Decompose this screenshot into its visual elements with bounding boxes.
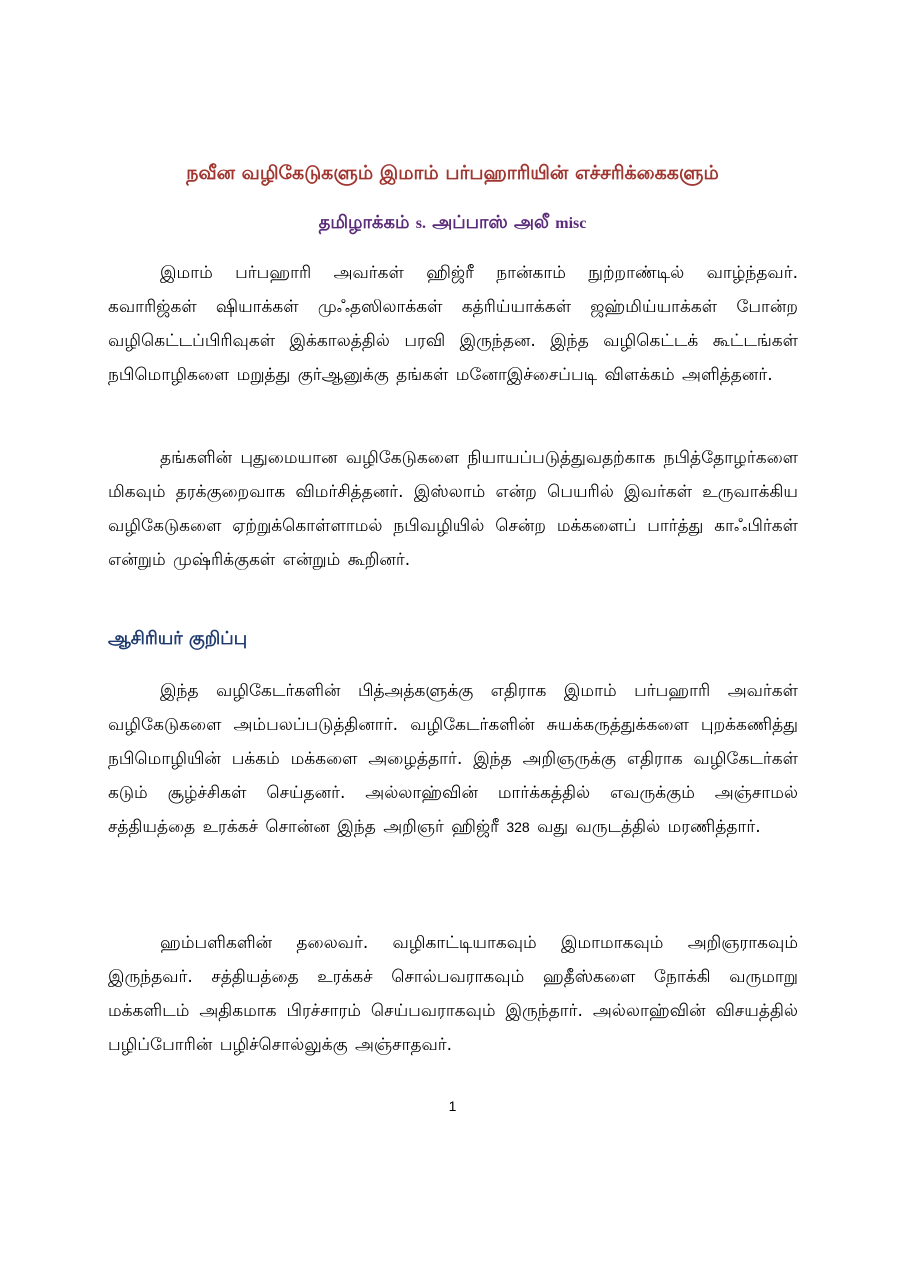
page-number: 1 (448, 1098, 457, 1114)
byline-suffix: misc (555, 215, 587, 232)
byline-name: அப்பாஸ் அலீ (432, 212, 549, 233)
section-paragraph-1-text-b: வது வருடத்தில் மரணித்தார். (537, 817, 761, 837)
document-byline (0, 212, 905, 235)
body-paragraph-2: தங்களின் புதுமையான வழிகேடுகளை நியாயப்படுத்துவதற்காக நபித்தோழர்களை மிகவும் தரக்குறைவாக விமர்சித்தனர். இஸ்லாம் என்ற பெயரில் இவர்கள் உருவாக்கிய வழிகேடுகளை ஏற்றுக்கொள்ளாமல் நபிவழியில் சென்ற மக்களைப் பார்த்து காஃபிர்கள் என்றும் முஷ்ரிக்குகள் என்றும் கூறினர். (108, 448, 798, 570)
section-paragraph-1-text-a: இந்த வழிகேடர்களின் பித்அத்களுக்கு எதிராக இமாம் பர்பஹாரி அவர்கள் வழிகேடுகளை அம்பலப்படுத்தினார். வழிகேடர்களின் சுயக்கருத்துக்களை புறக்கணித்து நபிமொழியின் பக்கம் மக்களை அழைத்தார். இந்த அறிஞருக்கு எதிராக வழிகேடர்கள் கடும் சூழ்ச்சிகள் செய்தனர். அல்லாஹ்வின் மார்க்கத்தில் எவருக்கும் அஞ்சாமல் சத்தியத்தை உரக்கச் சொன்ன இந்த அறிஞர் ஹிஜ்ரீ (108, 681, 798, 837)
byline-prefix: தமிழாக்கம் (318, 212, 410, 233)
byline-initial: s. (415, 215, 426, 232)
body-paragraph-1: இமாம் பர்பஹாரி அவர்கள் ஹிஜ்ரீ நான்காம் நுற்றாண்டில் வாழ்ந்தவர். கவாரிஜ்கள் ஷியாக்கள் முஃதஸிலாக்கள் கத்ரிய்யாக்கள் ஜஹ்மிய்யாக்கள் போன்ற வழிகெட்டப்பிரிவுகள் இக்காலத்தில் பரவி இருந்தன. இந்த வழிகெட்டக் கூட்டங்கள் நபிமொழிகளை மறுத்து குர்ஆனுக்கு தங்கள் மனோஇச்சைப்படி விளக்கம் அளித்தனர். (108, 263, 798, 385)
section-heading: ஆசிரியர் குறிப்பு (108, 628, 248, 649)
section-paragraph-2: ஹம்பளிகளின் தலைவர். வழிகாட்டியாகவும் இமாமாகவும் அறிஞராகவும் இருந்தவர். சத்தியத்தை உரக்கச் சொல்பவராகவும் ஹதீஸ்களை நோக்கி வருமாறு மக்களிடம் அதிகமாக பிரச்சாரம் செய்பவராகவும் இருந்தார். அல்லாஹ்வின் விசயத்தில் பழிப்போரின் பழிச்சொல்லுக்கு அஞ்சாதவர். (108, 933, 798, 1055)
section-paragraph-1 (108, 674, 798, 844)
document-title: நவீன வழிகேடுகளும் இமாம் பர்பஹாரியின் எச்சரிக்கைகளும் (186, 162, 719, 184)
year-number: 328 (506, 819, 530, 835)
